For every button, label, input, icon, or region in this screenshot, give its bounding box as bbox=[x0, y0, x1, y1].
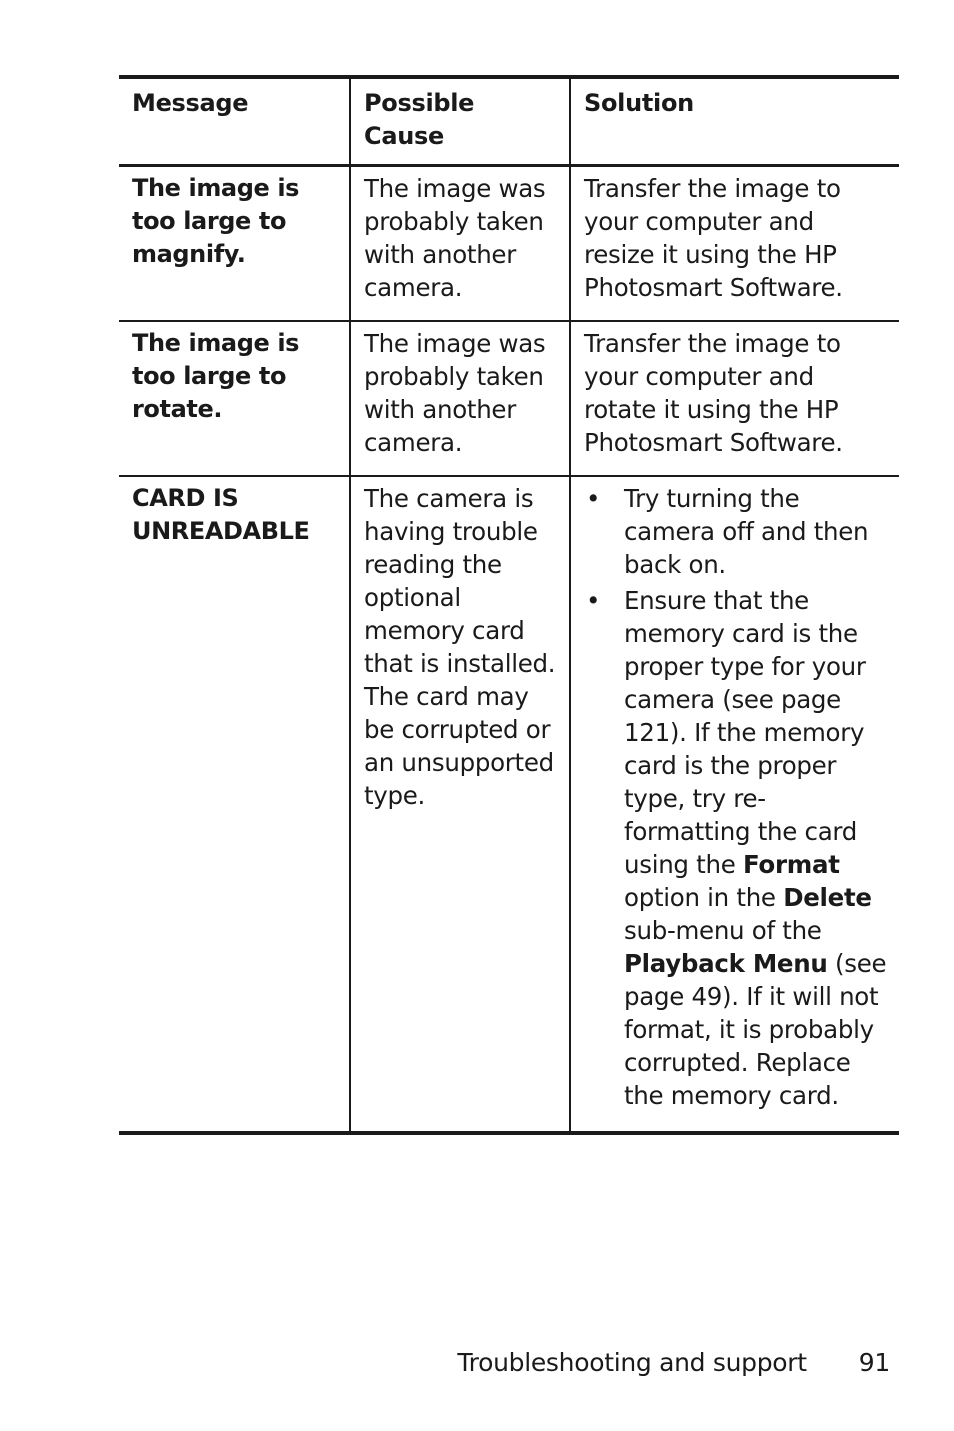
cause-cell: The image was probably taken with another camera. bbox=[350, 321, 570, 476]
table-header-row bbox=[119, 77, 899, 166]
bullet-text: sub-menu of the bbox=[624, 916, 822, 945]
bullet-text: option in the bbox=[624, 883, 784, 912]
table-row bbox=[119, 321, 899, 476]
header-possible-cause: Possible Cause bbox=[350, 77, 570, 166]
footer-section-title: Troubleshooting and support bbox=[457, 1348, 807, 1377]
troubleshooting-table bbox=[119, 75, 899, 1135]
header-message: Message bbox=[132, 89, 249, 117]
solution-cell bbox=[570, 476, 899, 1133]
solution-cell: Transfer the image to your computer and resize it using the HP Photosmart Software. bbox=[570, 166, 899, 322]
bullet-text: (see page 49). If it will not format, it is probably corrupted. Replace the memory card. bbox=[624, 949, 887, 1110]
solution-bullet: • Try turning the camera off and then back on. bbox=[584, 482, 887, 581]
solution-bullet-list bbox=[584, 482, 887, 1112]
page-footer bbox=[457, 1348, 890, 1377]
solution-cell: Transfer the image to your computer and rotate it using the HP Photosmart Software. bbox=[570, 321, 899, 476]
table-row bbox=[119, 476, 899, 1133]
playback-menu-label: Playback Menu bbox=[624, 949, 828, 978]
page-number: 91 bbox=[858, 1348, 890, 1377]
bullet-text: Ensure that the memory card is the proper type for your camera (see page 121). If the memory card is the proper type, try re-formatting the card using the bbox=[624, 586, 866, 879]
message-cell: The image is too large to rotate. bbox=[132, 329, 300, 423]
header-solution: Solution bbox=[570, 77, 899, 166]
message-cell: CARD IS UNREADABLE bbox=[132, 484, 310, 545]
cause-cell: The image was probably taken with another camera. bbox=[350, 166, 570, 322]
delete-submenu-label: Delete bbox=[783, 883, 872, 912]
message-cell: The image is too large to magnify. bbox=[132, 174, 300, 268]
solution-bullet bbox=[584, 584, 887, 1112]
table-row bbox=[119, 166, 899, 322]
format-option-label: Format bbox=[742, 850, 840, 879]
cause-cell: The camera is having trouble reading the optional memory card that is installed. The card may be corrupted or an unsupported type. bbox=[350, 476, 570, 1133]
